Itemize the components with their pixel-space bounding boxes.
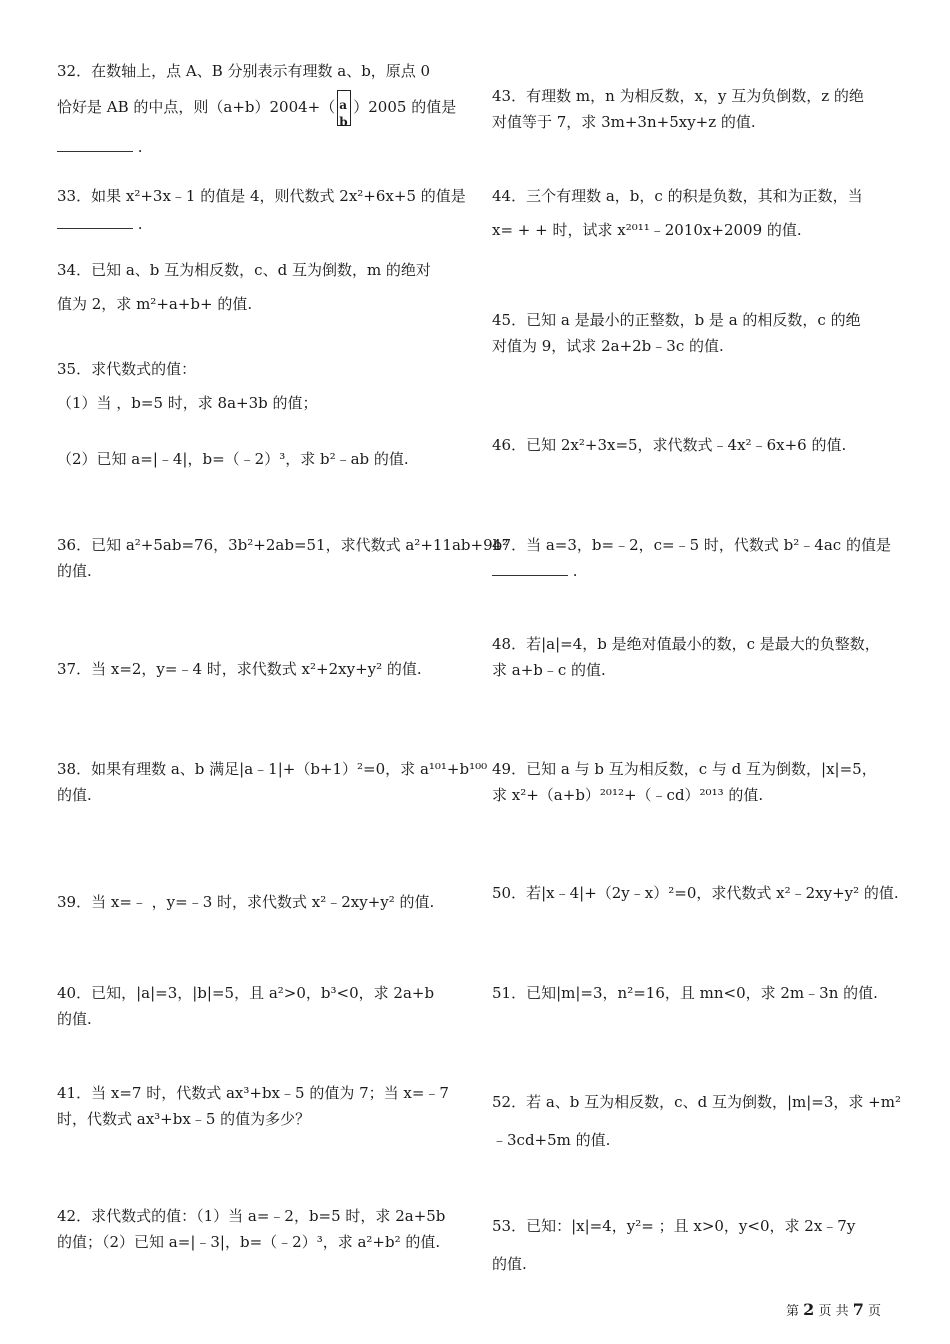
question-45-line1: 45．已知 a 是最小的正整数，b 是 a 的相反数，c 的绝 (492, 311, 861, 329)
question-32-line2-end: ）2005 的值是 (353, 98, 457, 116)
question-50 (492, 880, 899, 906)
question-40 (57, 980, 434, 1032)
question-35-line1: 35．求代数式的值： (57, 360, 197, 378)
question-49-line1: 49．已知 a 与 b 互为相反数，c 与 d 互为倒数，|x|=5， (492, 760, 877, 778)
question-41-line1: 41．当 x=7 时，代数式 ax³+bx﹣5 的值为 7；当 x=﹣7 (57, 1084, 449, 1102)
question-44-line1: 44．三个有理数 a，b，c 的积是负数，其和为正数，当 (492, 187, 863, 205)
total-page-number: 7 (852, 1300, 864, 1319)
question-33-line1: 33．如果 x²+3x﹣1 的值是 4，则代数式 2x²+6x+5 的值是 (57, 187, 466, 205)
question-50-line1: 50．若|x﹣4|+（2y﹣x）²=0，求代数式 x²﹣2xy+y² 的值. (492, 884, 899, 902)
question-43-line1: 43．有理数 m，n 为相反数，x，y 互为负倒数，z 的绝 (492, 87, 864, 105)
question-32-line2-text: 恰好是 AB 的中点，则（a+b）2004+（ (57, 98, 336, 116)
question-35-line2: （1）当 ，b=5 时，求 8a+3b 的值； (57, 394, 318, 412)
question-51-line1: 51．已知|m|=3，n²=16，且 mn<0，求 2m﹣3n 的值. (492, 984, 878, 1002)
footer-middle: 页 共 (818, 1304, 849, 1319)
question-42 (57, 1203, 445, 1255)
question-49 (492, 756, 877, 808)
question-47 (492, 532, 891, 584)
question-39 (57, 889, 434, 915)
question-40-line1: 40．已知，|a|=3，|b|=5，且 a²>0，b³<0，求 2a+b (57, 984, 435, 1002)
question-32-line2 (57, 90, 457, 129)
question-46-line1: 46．已知 2x²+3x=5，求代数式﹣4x²﹣6x+6 的值. (492, 436, 847, 454)
question-32-line3: . (57, 134, 456, 160)
fraction-a-over-b: a b (337, 90, 351, 126)
question-38 (57, 756, 487, 808)
question-34-line2: 值为 2，求 m²+a+b+ 的值. (57, 295, 253, 313)
question-36-line2: 的值. (57, 562, 92, 580)
question-48-line2: 求 a+b﹣c 的值. (492, 661, 606, 679)
page-footer (786, 1300, 881, 1319)
question-47-line2: . (492, 558, 891, 584)
answer-blank (57, 139, 133, 152)
footer-prefix: 第 (786, 1304, 800, 1319)
question-40-line2: 的值. (57, 1010, 92, 1028)
question-43 (492, 83, 864, 135)
question-33 (57, 183, 466, 237)
question-32-line1: 32．在数轴上，点 A、B 分别表示有理数 a、b，原点 0 (57, 62, 431, 80)
question-38-line2: 的值. (57, 786, 92, 804)
question-49-line2: 求 x²+（a+b）²⁰¹²+（﹣cd）²⁰¹³ 的值. (492, 786, 764, 804)
question-52-line1: 52．若 a、b 互为相反数，c、d 互为倒数，|m|=3，求 +m² (492, 1093, 901, 1111)
question-37-line1: 37．当 x=2，y=﹣4 时，求代数式 x²+2xy+y² 的值. (57, 660, 422, 678)
question-41-line2: 时，代数式 ax³+bx﹣5 的值为多少？ (57, 1110, 311, 1128)
question-44-line2: x= + + 时，试求 x²⁰¹¹﹣2010x+2009 的值. (492, 221, 802, 239)
question-38-line1: 38．如果有理数 a、b 满足|a﹣1|+（b+1）²=0，求 a¹⁰¹+b¹⁰⁰ (57, 760, 488, 778)
current-page-number: 2 (803, 1300, 815, 1319)
question-53-line1: 53．已知：|x|=4，y²= ；且 x>0，y<0，求 2x﹣7y (492, 1217, 856, 1235)
question-53 (492, 1213, 855, 1277)
question-39-line1: 39．当 x=﹣ ，y=﹣3 时，求代数式 x²﹣2xy+y² 的值. (57, 893, 435, 911)
question-51 (492, 980, 878, 1006)
question-52-line2: ﹣3cd+5m 的值. (492, 1131, 611, 1149)
question-53-line2: 的值. (492, 1255, 527, 1273)
question-35 (57, 356, 409, 472)
question-32 (57, 58, 456, 160)
question-45-line2: 对值为 9，试求 2a+2b﹣3c 的值. (492, 337, 724, 355)
question-52 (492, 1089, 901, 1153)
question-45 (492, 307, 861, 359)
question-42-line1: 42．求代数式的值：（1）当 a=﹣2，b=5 时，求 2a+5b (57, 1207, 446, 1225)
question-34 (57, 257, 431, 317)
footer-suffix: 页 (868, 1304, 882, 1319)
question-37 (57, 656, 422, 682)
question-42-line2: 的值；（2）已知 a=|﹣3|，b=（﹣2）³，求 a²+b² 的值. (57, 1233, 441, 1251)
question-36 (57, 532, 508, 584)
question-48 (492, 631, 880, 683)
question-47-line1: 47．当 a=3，b=﹣2，c=﹣5 时，代数式 b²﹣4ac 的值是 (492, 536, 891, 554)
question-36-line1: 36．已知 a²+5ab=76，3b²+2ab=51，求代数式 a²+11ab+9b² (57, 536, 509, 554)
question-46 (492, 432, 846, 458)
question-48-line1: 48．若|a|=4，b 是绝对值最小的数，c 是最大的负整数， (492, 635, 880, 653)
answer-blank (57, 216, 133, 229)
question-41 (57, 1080, 449, 1132)
question-34-line1: 34．已知 a、b 互为相反数，c、d 互为倒数，m 的绝对 (57, 261, 431, 279)
question-33-line2: . (57, 211, 466, 237)
question-43-line2: 对值等于 7，求 3m+3n+5xy+z 的值. (492, 113, 756, 131)
answer-blank (492, 563, 568, 576)
question-44 (492, 183, 863, 243)
question-35-line3: （2）已知 a=|﹣4|，b=（﹣2）³，求 b²﹣ab 的值. (57, 450, 409, 468)
